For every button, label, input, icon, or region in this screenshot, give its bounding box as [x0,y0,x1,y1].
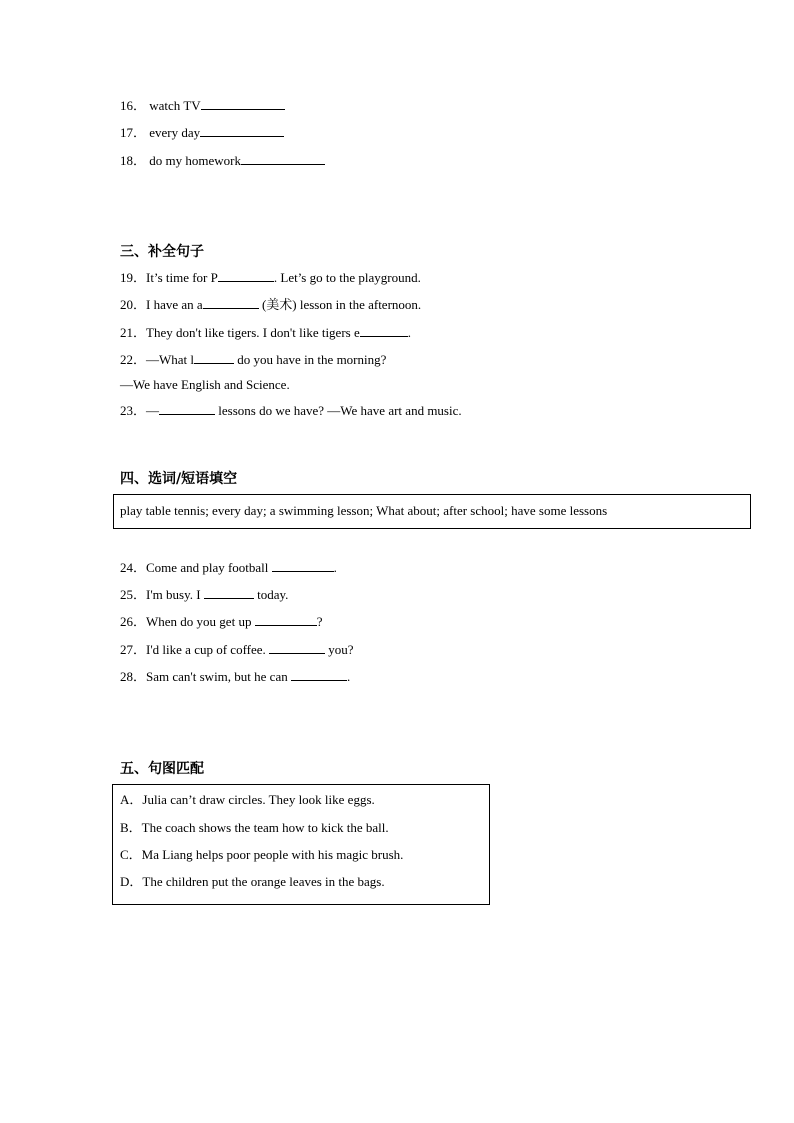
question-text-after: (美术) lesson in the afternoon. [258,297,422,312]
option-c [120,847,403,863]
option-text: Julia can’t draw circles. They look like eggs. [142,792,375,807]
question-number: 24． [120,560,147,575]
question-22-answer: —We have English and Science. [120,377,290,392]
answer-blank[interactable] [218,269,274,282]
question-21 [120,324,411,341]
question-text-after: . [333,560,337,575]
question-number: 23． [120,403,147,418]
question-18 [120,152,325,169]
answer-blank[interactable] [241,152,325,165]
question-number: 28． [120,669,147,684]
answer-blank[interactable] [269,641,325,654]
option-label: B． [120,820,142,835]
option-b [120,820,389,836]
question-number: 21． [120,325,147,340]
question-number: 20． [120,297,147,312]
answer-blank[interactable] [200,124,284,137]
option-label: C． [120,847,142,862]
question-number: 18． [120,153,147,168]
question-number: 19． [120,270,147,285]
question-text-before: Sam can't swim, but he can [146,669,291,684]
answer-blank[interactable] [291,668,347,681]
question-text-before: It’s time for P [146,270,218,285]
answer-blank[interactable] [360,324,408,337]
answer-blank[interactable] [201,97,285,110]
question-text: do my homework [149,153,241,168]
question-text-before: — [146,403,160,418]
answer-blank[interactable] [203,296,259,309]
question-28 [120,668,350,685]
option-label: D． [120,874,143,889]
question-number: 22． [120,352,147,367]
question-text-before: Come and play football [146,560,272,575]
question-17 [120,124,284,141]
question-text-after: today. [253,587,289,602]
option-text: The children put the orange leaves in the bags. [142,874,385,889]
answer-blank[interactable] [204,586,254,599]
section-title-complete-sentences: 三、补全句子 [120,244,204,260]
question-number: 17． [120,125,147,140]
answer-blank[interactable] [272,559,334,572]
question-number: 26． [120,614,147,629]
question-text-before: When do you get up [146,614,255,629]
question-25 [120,586,288,603]
option-d [120,874,385,890]
question-text: watch TV [149,98,201,113]
question-text-before: I'm busy. I [146,587,204,602]
answer-blank[interactable] [194,351,234,364]
question-16 [120,97,285,114]
option-text: The coach shows the team how to kick the ball. [141,820,389,835]
question-text-after: . Let’s go to the playground. [273,270,421,285]
question-text-after: . [346,669,351,684]
section-title-sentence-picture-match: 五、句图匹配 [120,761,204,777]
question-26 [120,613,322,630]
question-text-after: ? [316,614,323,629]
question-text-after: you? [325,642,354,657]
question-23 [120,402,462,419]
question-text-before: They don't like tigers. I don't like tigers e [146,325,360,340]
answer-blank[interactable] [159,402,215,415]
question-text-before: I'd like a cup of coffee. [146,642,270,657]
option-text: Ma Liang helps poor people with his magic brush. [141,847,404,862]
match-options-box [112,784,490,905]
word-bank-box [113,494,751,529]
question-number: 25． [120,587,147,602]
question-22 [120,351,386,368]
question-20 [120,296,421,313]
option-label: A． [120,792,143,807]
question-text-before: I have an a [146,297,203,312]
section-title-word-fill: 四、选词/短语填空 [120,471,238,487]
question-text-before: —What l [146,352,195,367]
question-text: every day [149,125,201,140]
question-27 [120,641,354,658]
option-a [120,792,375,808]
word-bank-text: play table tennis; every day; a swimming lesson; What about; after school; have some lessons [120,503,608,518]
question-number: 16． [120,98,147,113]
question-24 [120,559,337,576]
question-text-after: lessons do we have? —We have art and music. [215,403,462,418]
question-text-after: do you have in the morning? [234,352,387,367]
question-number: 27． [120,642,147,657]
question-text-after: . [407,325,411,340]
answer-blank[interactable] [255,613,317,626]
question-19 [120,269,421,286]
